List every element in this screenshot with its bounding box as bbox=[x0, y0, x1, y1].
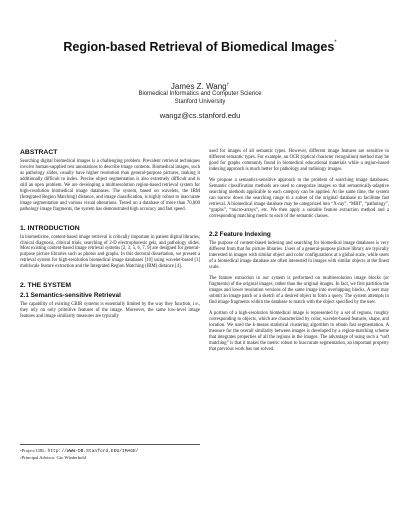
abstract-text: Searching digital biomedical images is a challenging problem. Prevalent retrieval techniques involve human-supplied text annotations to describe image contents. Biomedical images, such as pathology slides, usually have higher resolution than general-purpose pictures, making it additionally difficult to index. Precise object segmentation is also extremely difficult and is still an open problem. We are developing a multiresolution region-based retrieval system for high-resolution biomedical image databases. The system, based on wavelets, the IRM (Integrated Region Matching) distance, and image classification, is highly robust to inaccurate image segmentation and various visual alterations. Tested on a database of more than 70,000 pathology image fragments, the system has demonstrated high accuracy and fast speed. bbox=[20, 159, 200, 212]
title-text: Region-based Retrieval of Biomedical Images bbox=[63, 40, 335, 54]
abstract-heading: ABSTRACT bbox=[20, 149, 58, 156]
author-name-text: James Z. Wang bbox=[170, 82, 227, 91]
footnote2-text: Principal Advisor: Gio Wiederhold bbox=[21, 455, 86, 461]
author-name bbox=[0, 82, 400, 91]
system-heading: 2. THE SYSTEM bbox=[20, 282, 71, 290]
title-footnote-mark: * bbox=[334, 40, 337, 46]
semantics-text: The capability of existing CBIR systems is essentially limited by the way they function, i.e., they rely on only primitive features of the image. Moreover, the same low-level image features and image similarity measures are typically bbox=[20, 302, 200, 320]
author-block bbox=[0, 82, 400, 120]
feature-indexing-text: The purpose of content-based indexing and searching for biomedical image databases is very different from that for picture libraries. Users of a general-purpose picture library are typically interested in images with similar object and color configurations at a global scale, while users of a biomedical image database are often interested in images with similar objects at the finest scale. bbox=[209, 241, 389, 271]
footnote-project-url bbox=[20, 448, 200, 455]
introduction-text: In biomedicine, content-based image retrieval is critically important in patient digital libraries, clinical diagnosis, clinical trials, searching of 2-D electrophoresis gels, and pathology slides. Most existing content-based image retrieval systems [2, 3, 5, 6, 7, 9] are designed for general-purpose picture libraries such as photos and graphs. In this doctoral dissertation, we present a retrieval system for high-resolution biomedical image databases [10] using wavelet-based [1] multiscale feature extraction and the Integrated Region Matching (IRM) distance [4]. bbox=[20, 234, 200, 270]
footnote-advisor bbox=[20, 455, 200, 461]
left-column bbox=[20, 149, 200, 325]
semantics-heading: 2.1 Semantics-sensitive Retrieval bbox=[20, 292, 121, 300]
author-institution: Stanford University bbox=[174, 98, 226, 105]
footnote1-label: Project URL: bbox=[21, 448, 47, 453]
introduction-heading: 1. INTRODUCTION bbox=[20, 224, 80, 232]
semantics-text-continued: used for images of all semantic types. However, different image features are sensitive to different semantic types. For example, an OCR (optical character recognition) method may be good for graphs commonly found in biomedical educational materials while a region-based indexing approach is much better for pathology and radiology images. bbox=[209, 149, 389, 172]
region-representation-text: A portion of a high-resolution biomedical image is represented by a set of regions, roughly corresponding to objects, which are characterized by color, wavelet-based features, shape, and location. We used the k-means statistical clustering algorithm to obtain fast segmentation. A measure for the overall similarity between images is developed by a region-matching scheme that integrates properties of all the regions in the images. The advantage of using such a “soft matching” is that it makes the metric robust to inaccurate segmentation, an important property that previous work has not solved. bbox=[209, 311, 389, 352]
author-email: wangz@cs.stanford.edu bbox=[159, 111, 241, 120]
paper-title bbox=[0, 40, 400, 54]
footnote1-mark: * bbox=[20, 449, 22, 453]
author-footnote-mark: † bbox=[226, 82, 230, 87]
footnotes bbox=[20, 444, 200, 461]
feature-extraction-text: The feature extraction in our system is performed on multiresolution image blocks (or fragments) of the original images, rather than the original images. In fact, we first partition the images and lower resolution versions of the same image into overlapping blocks. A user may submit an image patch or a sketch of a desired object to form a query. The system attempts to find image fragments within the database to match with the object specified by the user. bbox=[209, 276, 389, 306]
footnote2-mark: † bbox=[20, 456, 22, 461]
project-url-link[interactable]: http://WWW-DB.Stanford.EDU/IMAGE/ bbox=[47, 449, 139, 454]
feature-indexing-heading: 2.2 Feature Indexing bbox=[209, 231, 271, 239]
right-column bbox=[209, 149, 389, 358]
semantics-approach-text: We propose a semantics-sensitive approach to the problem of searching image databases. Semantic classification methods are used to categorize images so that semantically-adaptive searching methods applicable to each category can be applied. At the same time, the system can narrow down the searching range to a subset of the original database to facilitate fast retrieval. A biomedical image database may be categorized into “X-ray”, “MRI”, “pathology”, “graphs”, “micro-arrays”, etc. We then apply a suitable feature extraction method and a corresponding matching metric to each of the semantic classes. bbox=[209, 177, 389, 219]
author-affiliation: Biomedical Informatics and Computer Science bbox=[138, 91, 262, 97]
